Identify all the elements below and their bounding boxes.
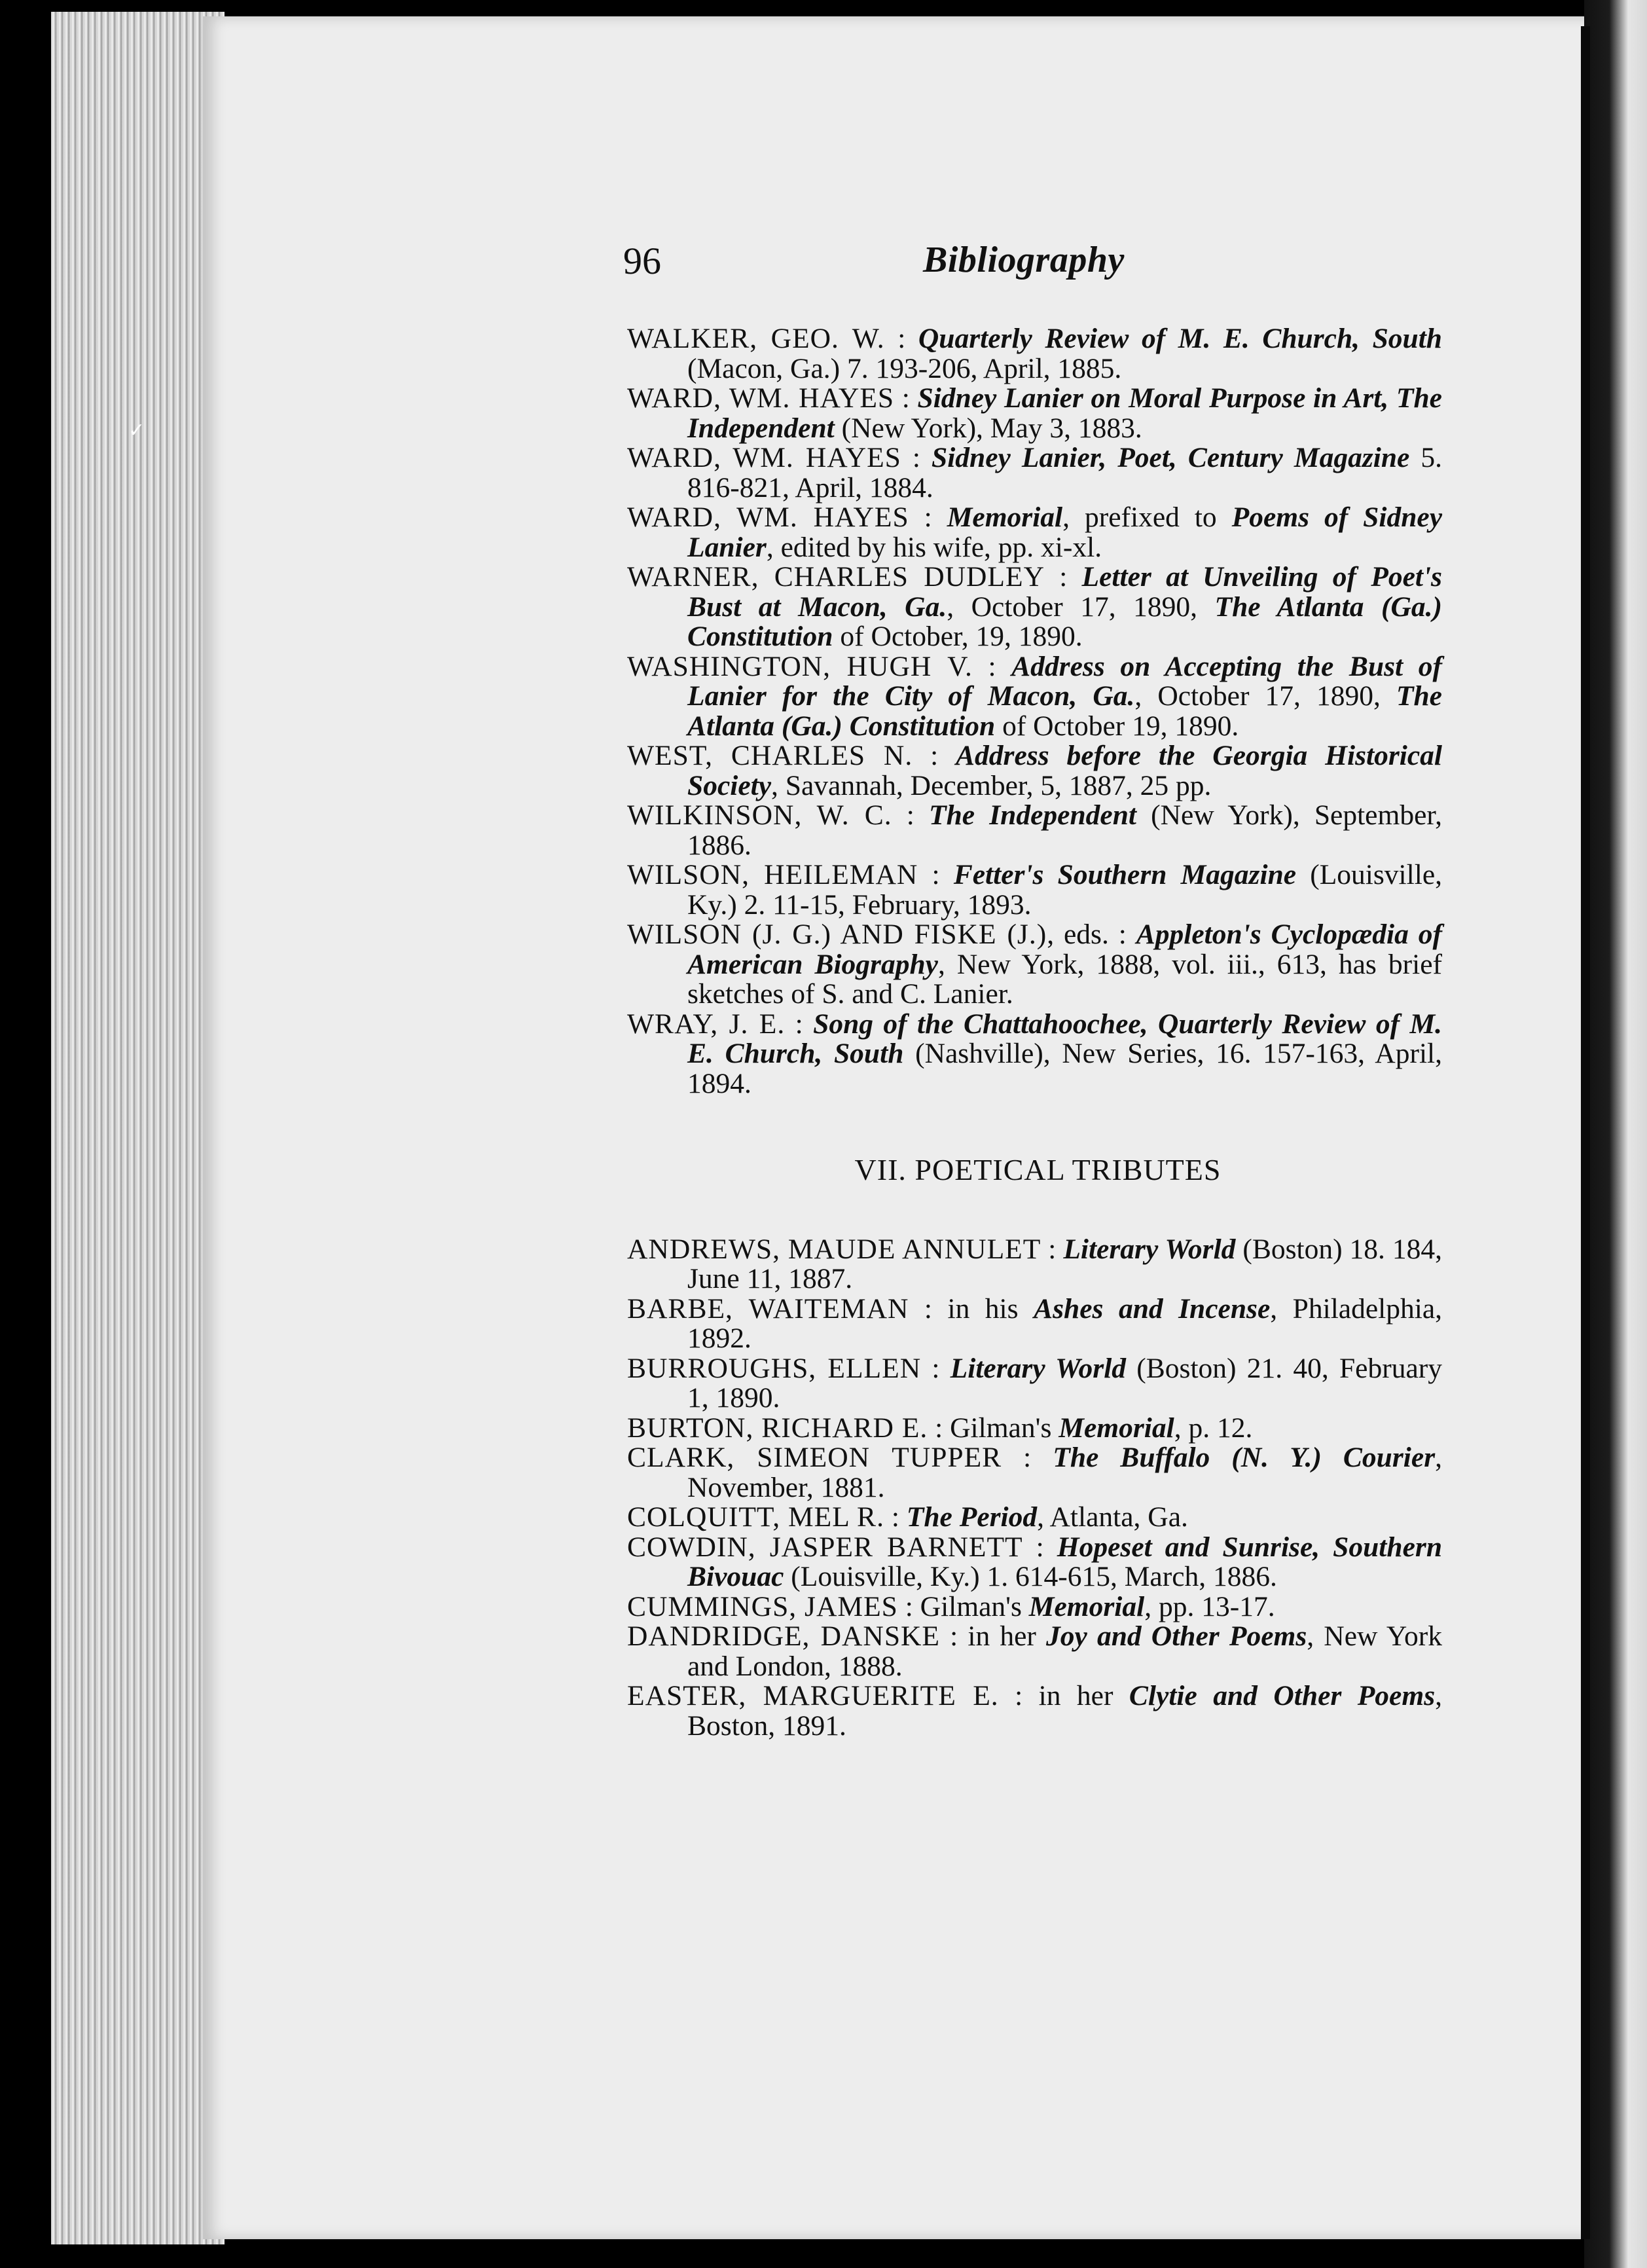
entry-separator: : xyxy=(921,1352,950,1384)
entry-author: WARD, WM. HAYES xyxy=(627,502,909,533)
entry-title: Clytie and Other Poems xyxy=(1129,1680,1436,1711)
entry-author: COWDIN, JASPER BARNETT xyxy=(627,1531,1023,1563)
bibliography-content xyxy=(627,324,1442,1741)
entry-details: , October 17, 1890, xyxy=(947,591,1215,623)
bibliography-entry xyxy=(627,652,1442,742)
entry-separator: : xyxy=(894,382,918,414)
entry-title: The Atlanta (Ga.) Constitution xyxy=(687,591,1443,652)
entry-author: WEST, CHARLES N. xyxy=(627,740,913,771)
bibliography-entry xyxy=(627,1235,1442,1294)
running-head: Bibliography xyxy=(923,240,1125,280)
entry-title: Fetter's Southern Magazine xyxy=(953,859,1297,890)
entry-details: (Louisville, Ky.) 2. 11-15, February, 1893. xyxy=(687,859,1443,921)
entry-author: WILSON (J. G.) AND FISKE (J.) xyxy=(627,919,1047,950)
entry-author: WILSON, HEILEMAN xyxy=(627,859,918,890)
entry-details: (Louisville, Ky.) 1. 614-615, March, 1886. xyxy=(784,1561,1277,1592)
entry-author: BARBE, WAITEMAN xyxy=(627,1292,909,1325)
entry-separator: : xyxy=(972,650,1012,682)
entry-separator: : xyxy=(892,799,930,831)
entry-title: Letter at Unveiling of Poet's Bust at Macon, Ga. xyxy=(687,561,1442,623)
entry-details: Gilman's xyxy=(950,1412,1059,1444)
bibliography-entry xyxy=(627,920,1442,1010)
entry-details: , New York, 1888, vol. iii., 613, has brief sketches of S. and C. Lanier. xyxy=(687,948,1442,1010)
entry-details: (Macon, Ga.) 7. 193-206, April, 1885. xyxy=(687,352,1122,384)
entry-details: of October, 19, 1890. xyxy=(833,621,1083,652)
bibliography-entry xyxy=(627,1354,1442,1414)
entry-details: , p. 12. xyxy=(1174,1412,1253,1444)
entry-separator: : xyxy=(884,323,918,354)
entry-author: WILKINSON, W. C. xyxy=(627,799,892,831)
entry-title: Memorial xyxy=(1059,1412,1174,1444)
entry-details: , Savannah, December, 5, 1887, 25 pp. xyxy=(771,769,1212,801)
entry-author: WARD, WM. HAYES xyxy=(627,442,901,473)
entry-title: Literary World xyxy=(1063,1233,1236,1265)
bibliography-entry xyxy=(627,1414,1442,1444)
entry-separator: : xyxy=(913,740,956,771)
entry-details: , November, 1881. xyxy=(687,1442,1442,1503)
entry-author: EASTER, MARGUERITE E. xyxy=(627,1680,999,1711)
entry-details: , pp. 13-17. xyxy=(1144,1590,1275,1622)
bibliography-entry xyxy=(627,860,1442,920)
entry-separator: , eds. : xyxy=(1047,919,1136,950)
entry-title: Song of the Chattahoochee, Quarterly Review of M. E. Church, South xyxy=(687,1008,1443,1069)
bibliography-entry xyxy=(627,1443,1442,1503)
entry-title: Hopeset and Sunrise, Southern Bivouac xyxy=(687,1531,1443,1592)
entry-details: , Philadelphia, 1892. xyxy=(687,1292,1442,1354)
bibliography-entry xyxy=(627,503,1442,562)
entry-author: WARNER, CHARLES DUDLEY xyxy=(627,561,1045,593)
entry-title: The Period xyxy=(906,1501,1038,1533)
entry-details: , October 17, 1890, xyxy=(1134,680,1396,712)
bibliography-entry xyxy=(627,741,1442,801)
bibliography-entry xyxy=(627,1681,1442,1741)
bibliography-entry xyxy=(627,1592,1442,1622)
gutter-shadow xyxy=(1581,26,1590,2239)
entry-author: WASHINGTON, HUGH V. xyxy=(627,650,973,682)
entry-details: in her xyxy=(968,1620,1047,1652)
entry-separator: : xyxy=(901,442,932,473)
entry-title: Quarterly Review of M. E. Church, South xyxy=(918,323,1442,354)
entry-details: , Boston, 1891. xyxy=(687,1680,1443,1742)
poetical-tributes-list xyxy=(627,1235,1442,1742)
entry-separator: : xyxy=(884,1501,907,1533)
bibliography-entry xyxy=(627,1503,1442,1533)
bibliography-entry xyxy=(627,1294,1442,1354)
entry-details: , Atlanta, Ga. xyxy=(1037,1501,1188,1533)
entry-details: 5. 816-821, April, 1884. xyxy=(687,442,1442,503)
margin-mark-icon: ✓ xyxy=(128,419,145,442)
entry-title: The Buffalo (N. Y.) Courier xyxy=(1053,1442,1436,1473)
entry-details: (New York), May 3, 1883. xyxy=(834,412,1142,444)
entry-separator: : xyxy=(909,1292,948,1325)
entry-separator: : xyxy=(928,1412,950,1444)
facing-page-gutter xyxy=(1584,0,1647,2268)
bibliography-entry xyxy=(627,562,1442,652)
entry-details: , New York and London, 1888. xyxy=(687,1620,1442,1682)
entry-title: Literary World xyxy=(950,1352,1127,1384)
entry-author: ANDREWS, MAUDE ANNULET xyxy=(627,1233,1041,1265)
entry-author: WARD, WM. HAYES xyxy=(627,382,895,414)
entry-separator: : xyxy=(1045,561,1082,593)
bibliography-entry xyxy=(627,801,1442,860)
entry-title: Memorial xyxy=(947,502,1063,533)
entry-separator: : xyxy=(785,1008,814,1040)
bibliography-entry xyxy=(627,384,1442,443)
page-number: 96 xyxy=(623,240,661,282)
entry-details: Gilman's xyxy=(920,1590,1029,1622)
entry-title: Ashes and Incense xyxy=(1034,1292,1271,1325)
entry-title: Poems of Sidney Lanier xyxy=(687,502,1442,563)
bibliography-entry xyxy=(627,443,1442,503)
entry-details: , edited by his wife, pp. xi-xl. xyxy=(766,531,1102,563)
entry-separator: : xyxy=(998,1680,1039,1711)
entry-details: in her xyxy=(1038,1680,1129,1711)
entry-details: (New York), September, 1886. xyxy=(687,799,1443,861)
entry-title: Sidney Lanier, Poet, Century Magazine xyxy=(932,442,1410,473)
entry-title: The Atlanta (Ga.) Constitution xyxy=(687,680,1442,742)
entry-separator: : xyxy=(897,1590,920,1622)
entry-title: Memorial xyxy=(1028,1590,1145,1622)
entry-details: in his xyxy=(947,1292,1034,1325)
section-title: VII. POETICAL TRIBUTES xyxy=(854,1153,1222,1186)
entry-title: Joy and Other Poems xyxy=(1046,1620,1307,1652)
entry-separator: : xyxy=(1023,1531,1057,1563)
bibliography-entry xyxy=(627,1533,1442,1592)
entry-title: Sidney Lanier on Moral Purpose in Art, The Independent xyxy=(687,382,1442,444)
entry-title: The Independent xyxy=(929,799,1137,831)
bibliography-list xyxy=(627,324,1442,1099)
bibliography-entry xyxy=(627,1622,1442,1681)
entry-author: WRAY, J. E. xyxy=(627,1008,786,1040)
entry-separator: : xyxy=(1002,1442,1053,1473)
entry-details: (Nashville), New Series, 16. 157-163, April, 1894. xyxy=(687,1038,1442,1099)
entry-details: of October 19, 1890. xyxy=(995,710,1239,742)
entry-author: CUMMINGS, JAMES xyxy=(627,1590,898,1622)
entry-author: COLQUITT, MEL R. xyxy=(627,1501,884,1533)
entry-separator: : xyxy=(1041,1233,1064,1265)
entry-details: (Boston) 18. 184, June 11, 1887. xyxy=(687,1233,1442,1294)
bibliography-entry xyxy=(627,324,1442,384)
entry-title: Address on Accepting the Bust of Lanier for the City of Macon, Ga. xyxy=(687,650,1442,712)
bibliography-entry xyxy=(627,1010,1442,1099)
entry-title: Address before the Georgia Historical Society xyxy=(687,740,1442,801)
entry-separator: : xyxy=(909,502,947,533)
page-edges xyxy=(51,12,225,2244)
entry-author: WALKER, GEO. W. xyxy=(627,323,885,354)
entry-author: CLARK, SIMEON TUPPER xyxy=(627,1442,1002,1473)
entry-author: BURTON, RICHARD E. xyxy=(627,1412,928,1444)
entry-author: BURROUGHS, ELLEN xyxy=(627,1352,922,1384)
entry-author: DANDRIDGE, DANSKE xyxy=(627,1620,940,1652)
entry-details: (Boston) 21. 40, February 1, 1890. xyxy=(687,1352,1442,1414)
entry-title: Appleton's Cyclopædia of American Biography xyxy=(687,919,1442,980)
entry-separator: : xyxy=(940,1620,968,1652)
entry-separator: : xyxy=(918,859,954,890)
entry-details: , prefixed to xyxy=(1062,502,1232,533)
